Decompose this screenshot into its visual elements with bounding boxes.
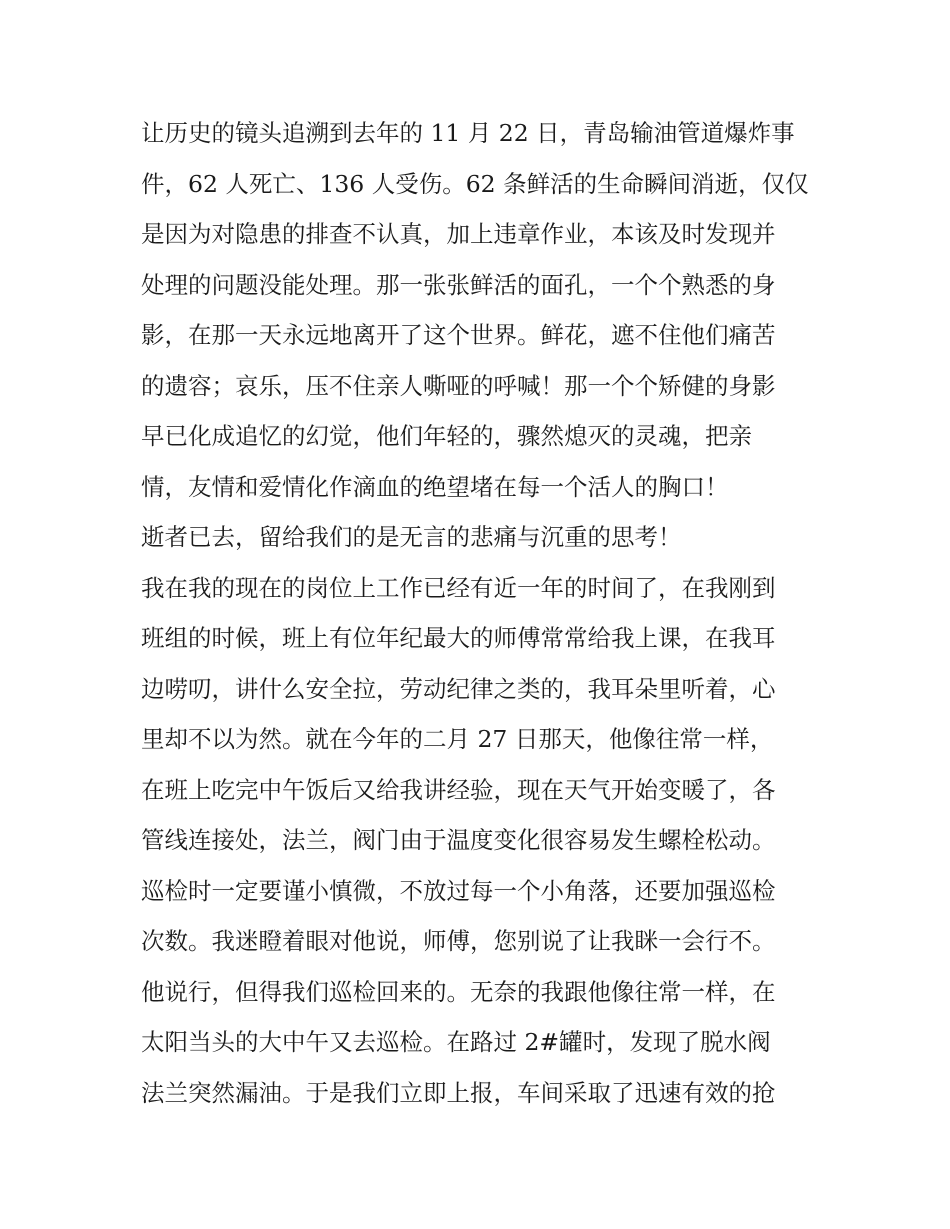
text-line: 逝者已去，留给我们的是无言的悲痛与沉重的思考！: [141, 523, 682, 551]
text-line: 是因为对隐患的排查不认真，加上违章作业，本该及时发现并: [141, 220, 776, 248]
text-line: 他说行，但得我们巡检回来的。无奈的我跟他像往常一样，在: [141, 977, 776, 1006]
body-text: [141, 108, 817, 1118]
text-line: 班组的时候，班上有位年纪最大的师傅常常给我上课，在我耳: [141, 624, 776, 652]
text-line: 我在我的现在的岗位上工作已经有近一年的时间了，在我刚到: [141, 573, 776, 602]
text-line: 法兰突然漏油。于是我们立即上报，车间采取了迅速有效的抢: [141, 1078, 776, 1107]
text-line: 处理的问题没能处理。那一张张鲜活的面孔，一个个熟悉的身: [141, 270, 776, 299]
text-line: 太阳当头的大中午又去巡检。在路过 2#罐时，发现了脱水阀: [141, 1028, 771, 1056]
text-line: 边唠叨，讲什么安全拉，劳动纪律之类的，我耳朵里听着，心: [141, 674, 776, 703]
text-line: 早已化成追忆的幻觉，他们年轻的，骤然熄灭的灵魂，把亲: [141, 422, 752, 450]
text-line: 情，友情和爱情化作滴血的绝望堵在每一个活人的胸口！: [141, 472, 729, 501]
text-line: 里却不以为然。就在今年的二月 27 日那天，他像往常一样，: [141, 725, 774, 753]
text-line: 巡检时一定要谨小慎微，不放过每一个小角落，还要加强巡检: [141, 876, 776, 905]
text-line: 件，62 人死亡、136 人受伤。62 条鲜活的生命瞬间消逝，仅仅: [141, 169, 809, 198]
text-line: 的遗容；哀乐，压不住亲人嘶哑的呼喊！那一个个矫健的身影: [141, 371, 776, 400]
text-line: 让历史的镜头追溯到去年的 11 月 22 日，青岛输油管道爆炸事: [141, 119, 795, 147]
text-line: 管线连接处，法兰，阀门由于温度变化很容易发生螺栓松动。: [141, 826, 776, 854]
text-line: 影，在那一天永远地离开了这个世界。鲜花，遮不住他们痛苦: [141, 321, 776, 349]
text-line: 在班上吃完中午饭后又给我讲经验，现在天气开始变暖了，各: [141, 775, 776, 804]
text-line: 次数。我迷瞪着眼对他说，师傅，您别说了让我眯一会行不。: [141, 927, 776, 955]
